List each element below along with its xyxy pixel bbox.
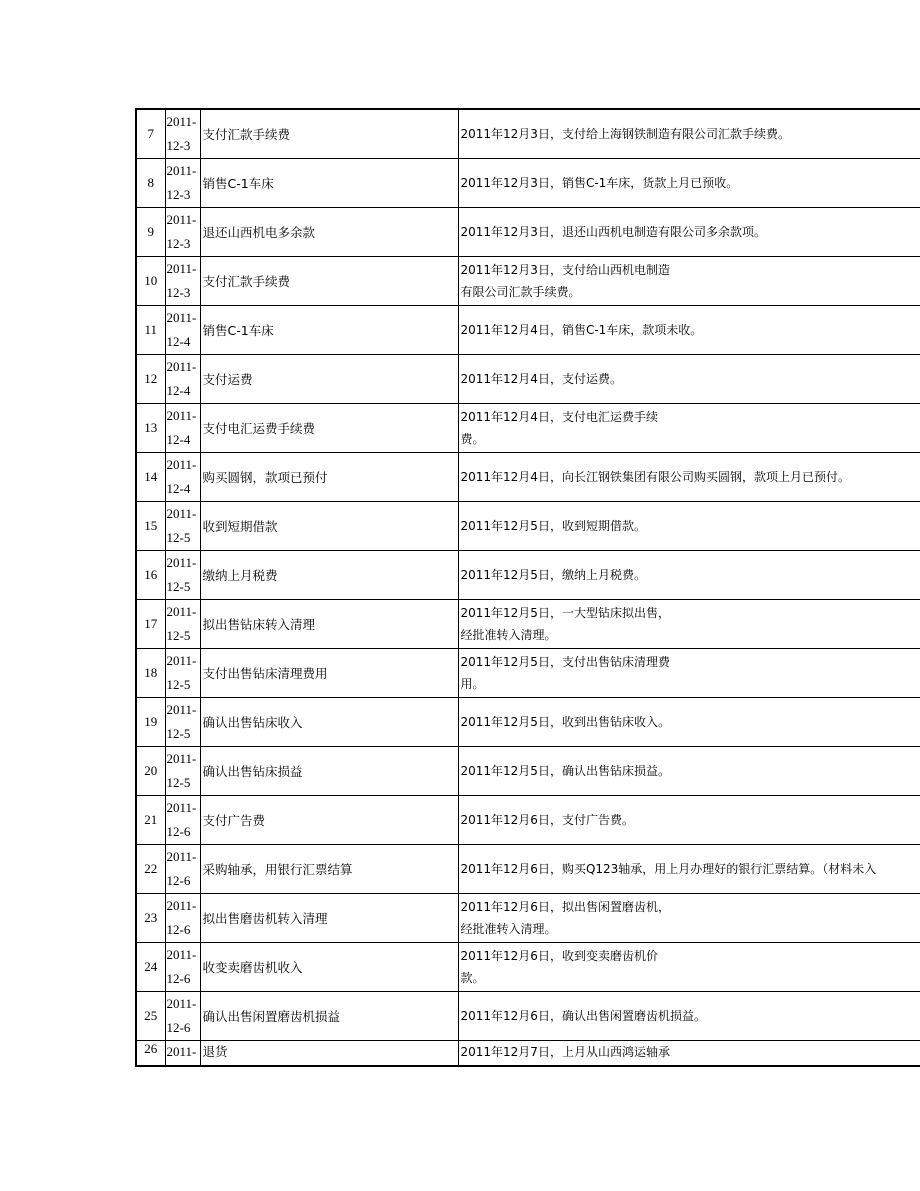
row-number: 19: [136, 698, 165, 747]
row-summary: 确认出售钻床损益: [200, 747, 458, 796]
row-description: [458, 159, 920, 208]
row-description-line: 用。: [460, 677, 485, 691]
row-description-line: 2011年12月3日，支付给上海钢铁制造有限公司汇款手续费。: [460, 127, 790, 141]
row-date: [165, 845, 200, 894]
row-date: [165, 649, 200, 698]
row-date-month-day: 12-6: [166, 971, 191, 986]
row-date: [165, 796, 200, 845]
row-description: [458, 992, 920, 1041]
table-row: [136, 943, 920, 992]
row-description-line: 2011年12月5日，缴纳上月税费。: [460, 568, 646, 582]
row-number: 20: [136, 747, 165, 796]
table-row: [136, 355, 920, 404]
row-description: [458, 796, 920, 845]
row-description: [458, 600, 920, 649]
row-date-month-day: 12-5: [166, 579, 191, 594]
table-row: [136, 649, 920, 698]
row-summary: 购买圆钢，款项已预付: [200, 453, 458, 502]
table-row: [136, 502, 920, 551]
table-row: [136, 894, 920, 943]
row-number: 11: [136, 306, 165, 355]
row-date-year: 2011-: [166, 261, 197, 276]
row-description-line: 2011年12月6日，购买Q123轴承，用上月办理好的银行汇票结算。（材料未入: [460, 862, 877, 876]
row-description-line: 2011年12月6日，收到变卖磨齿机价: [460, 949, 658, 963]
row-number: 25: [136, 992, 165, 1041]
table-row: [136, 992, 920, 1041]
table-row: [136, 159, 920, 208]
row-description: [458, 453, 920, 502]
row-date: [165, 992, 200, 1041]
row-description: [458, 257, 920, 306]
row-summary: 支付出售钻床清理费用: [200, 649, 458, 698]
row-description-line: 2011年12月5日，收到短期借款。: [460, 519, 646, 533]
row-description-line: 款。: [460, 971, 485, 985]
row-description: [458, 649, 920, 698]
row-description-line: 2011年12月3日，支付给山西机电制造: [460, 263, 670, 277]
row-date-year: 2011-: [166, 1044, 197, 1059]
row-date-year: 2011-: [166, 359, 197, 374]
row-description: [458, 698, 920, 747]
row-date: [165, 208, 200, 257]
row-description: [458, 845, 920, 894]
row-date: [165, 502, 200, 551]
row-date-month-day: 12-6: [166, 873, 191, 888]
row-date: [165, 355, 200, 404]
row-date-month-day: 12-6: [166, 1020, 191, 1035]
row-date-year: 2011-: [166, 996, 197, 1011]
row-description-line: 2011年12月5日，一大型钻床拟出售，: [460, 606, 670, 620]
row-date-month-day: 12-3: [166, 187, 191, 202]
row-summary: 确认出售钻床收入: [200, 698, 458, 747]
row-date-year: 2011-: [166, 898, 197, 913]
row-summary: 退货: [200, 1041, 458, 1067]
row-date-year: 2011-: [166, 800, 197, 815]
row-date-month-day: 12-5: [166, 775, 191, 790]
table-row: [136, 109, 920, 159]
row-date-month-day: 12-3: [166, 138, 191, 153]
row-description-line: 经批准转入清理。: [460, 628, 557, 642]
row-date: [165, 894, 200, 943]
table-row: [136, 600, 920, 649]
row-description: [458, 894, 920, 943]
table-row: [136, 698, 920, 747]
row-date: [165, 453, 200, 502]
row-date-month-day: 12-5: [166, 628, 191, 643]
row-summary: 收到短期借款: [200, 502, 458, 551]
row-date-year: 2011-: [166, 653, 197, 668]
row-date-month-day: 12-3: [166, 285, 191, 300]
row-number: 15: [136, 502, 165, 551]
row-summary: 确认出售闲置磨齿机损益: [200, 992, 458, 1041]
row-date: [165, 698, 200, 747]
row-description: [458, 306, 920, 355]
row-date: [165, 109, 200, 159]
row-description: [458, 747, 920, 796]
row-date-month-day: 12-3: [166, 236, 191, 251]
row-description-line: 2011年12月6日，支付广告费。: [460, 813, 634, 827]
row-date-year: 2011-: [166, 310, 197, 325]
row-date-year: 2011-: [166, 408, 197, 423]
row-description-line: 2011年12月5日，确认出售钻床损益。: [460, 764, 670, 778]
row-description: [458, 208, 920, 257]
row-date-month-day: 12-4: [166, 383, 191, 398]
row-summary: 支付汇款手续费: [200, 257, 458, 306]
row-summary: 支付电汇运费手续费: [200, 404, 458, 453]
row-date-month-day: 12-6: [166, 824, 191, 839]
row-number: 22: [136, 845, 165, 894]
row-description-line: 2011年12月7日，上月从山西鸿运轴承: [460, 1045, 670, 1059]
row-description-line: 2011年12月6日，确认出售闲置磨齿机损益。: [460, 1009, 706, 1023]
row-description-line: 2011年12月4日，支付电汇运费手续: [460, 410, 658, 424]
transaction-table-body: [136, 109, 920, 1066]
table-row: [136, 257, 920, 306]
row-description-line: 2011年12月4日，支付运费。: [460, 372, 622, 386]
row-date: [165, 159, 200, 208]
row-number: 8: [136, 159, 165, 208]
row-date: [165, 1041, 200, 1067]
row-date-month-day: 12-5: [166, 726, 191, 741]
row-description: [458, 943, 920, 992]
row-summary: 支付汇款手续费: [200, 109, 458, 159]
row-number: 21: [136, 796, 165, 845]
row-description-line: 2011年12月6日，拟出售闲置磨齿机，: [460, 900, 670, 914]
row-number: 14: [136, 453, 165, 502]
row-date: [165, 306, 200, 355]
row-date-month-day: 12-4: [166, 334, 191, 349]
row-description: [458, 109, 920, 159]
table-row: [136, 551, 920, 600]
table-row: [136, 453, 920, 502]
row-date-year: 2011-: [166, 212, 197, 227]
row-date: [165, 257, 200, 306]
row-summary: 支付运费: [200, 355, 458, 404]
row-summary: 拟出售磨齿机转入清理: [200, 894, 458, 943]
row-date-year: 2011-: [166, 506, 197, 521]
row-date: [165, 600, 200, 649]
transaction-table: [135, 108, 920, 1067]
table-row: [136, 1041, 920, 1067]
table-row: [136, 796, 920, 845]
row-number: 9: [136, 208, 165, 257]
row-number: 26: [136, 1041, 165, 1067]
row-description: [458, 1041, 920, 1067]
row-date-month-day: 12-6: [166, 922, 191, 937]
row-date: [165, 404, 200, 453]
row-summary: 拟出售钻床转入清理: [200, 600, 458, 649]
row-date-year: 2011-: [166, 457, 197, 472]
row-number: 18: [136, 649, 165, 698]
row-number: 16: [136, 551, 165, 600]
row-description-line: 费。: [460, 432, 485, 446]
row-date-year: 2011-: [166, 555, 197, 570]
row-date-month-day: 12-4: [166, 432, 191, 447]
row-summary: 支付广告费: [200, 796, 458, 845]
row-description-line: 2011年12月5日，收到出售钻床收入。: [460, 715, 670, 729]
row-description: [458, 404, 920, 453]
row-description: [458, 551, 920, 600]
row-date-year: 2011-: [166, 163, 197, 178]
row-number: 17: [136, 600, 165, 649]
row-date: [165, 747, 200, 796]
row-date: [165, 943, 200, 992]
row-summary: 销售C-1车床: [200, 306, 458, 355]
table-row: [136, 208, 920, 257]
row-description: [458, 355, 920, 404]
row-description-line: 有限公司汇款手续费。: [460, 285, 581, 299]
row-date-year: 2011-: [166, 751, 197, 766]
table-row: [136, 845, 920, 894]
row-description-line: 2011年12月4日，销售C-1车床，款项未收。: [460, 323, 703, 337]
table-row: [136, 306, 920, 355]
row-date-month-day: 12-5: [166, 677, 191, 692]
row-description-line: 2011年12月3日，销售C-1车床，货款上月已预收。: [460, 176, 739, 190]
row-description-line: 2011年12月5日，支付出售钻床清理费: [460, 655, 670, 669]
row-description-line: 2011年12月4日，向长江钢铁集团有限公司购买圆钢，款项上月已预付。: [460, 470, 850, 484]
table-row: [136, 747, 920, 796]
row-number: 12: [136, 355, 165, 404]
row-number: 23: [136, 894, 165, 943]
row-date-year: 2011-: [166, 604, 197, 619]
row-number: 24: [136, 943, 165, 992]
row-date-year: 2011-: [166, 702, 197, 717]
row-number: 10: [136, 257, 165, 306]
row-date-year: 2011-: [166, 947, 197, 962]
row-summary: 缴纳上月税费: [200, 551, 458, 600]
row-date-year: 2011-: [166, 114, 197, 129]
row-summary: 销售C-1车床: [200, 159, 458, 208]
row-number: 13: [136, 404, 165, 453]
row-date-month-day: 12-4: [166, 481, 191, 496]
table-row: [136, 404, 920, 453]
row-summary: 退还山西机电多余款: [200, 208, 458, 257]
row-date-year: 2011-: [166, 849, 197, 864]
row-description: [458, 502, 920, 551]
row-summary: 采购轴承，用银行汇票结算: [200, 845, 458, 894]
row-date: [165, 551, 200, 600]
row-number: 7: [136, 109, 165, 159]
row-date-month-day: 12-5: [166, 530, 191, 545]
row-summary: 收变卖磨齿机收入: [200, 943, 458, 992]
row-description-line: 经批准转入清理。: [460, 922, 557, 936]
row-description-line: 2011年12月3日，退还山西机电制造有限公司多余款项。: [460, 225, 766, 239]
